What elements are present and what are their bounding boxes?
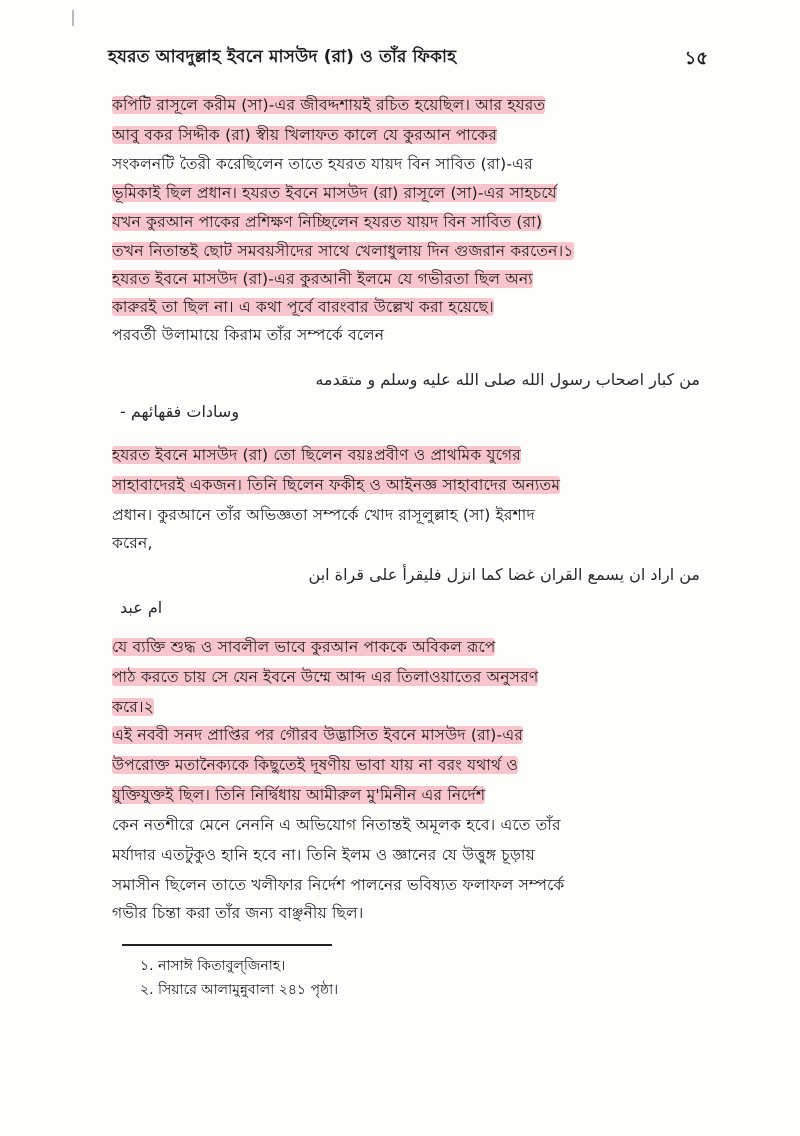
text-line: [112, 120, 702, 150]
text-line: [112, 662, 702, 692]
highlighted-text: কপিটি রাসূলে করীম (সা)-এর জীবদ্দশায়ই রচিত হয়েছিল। আর হযরত: [112, 96, 546, 114]
highlighted-text: করে।২: [112, 698, 155, 716]
text-line: [112, 750, 702, 780]
text-line: [112, 780, 702, 810]
text-line: [112, 692, 702, 722]
text-line: [112, 90, 702, 120]
text-line: সংকলনটি তৈরী করেছিলেন তাতে হযরত যায়দ বিন সাবিত (রা)-এর: [112, 155, 533, 173]
highlighted-text: ভূমিকাই ছিল প্রধান। হযরত ইবনে মাসউদ (রা) রাসূলে (সা)-এর সাহচর্যে: [112, 184, 557, 202]
highlighted-text: যে ব্যক্তি শুদ্ধ ও সাবলীল ভাবে কুরআন পাককে অবিকল রূপে: [112, 638, 496, 656]
highlighted-text: যুক্তিযুক্তই ছিল। তিনি নির্দ্বিধায় আমীরুল মু'মিনীন এর নির্দেশ: [112, 786, 486, 804]
text-line: প্রধান। কুরআনে তাঁর অভিজ্ঞতা সম্পর্কে খোদ রাসূলুল্লাহ (সা) ইরশাদ: [112, 506, 535, 524]
highlighted-text: আবু বকর সিদ্দীক (রা) স্বীয় খিলাফত কালে যে কুরআন পাকের: [112, 126, 498, 144]
highlighted-text: তখন নিতান্তই ছোট সমবয়সীদের সাথে খেলাধুলায় দিন গুজরান করতেন।১: [112, 242, 574, 260]
margin-mark: [72, 10, 74, 26]
text-line: [112, 178, 702, 208]
arabic-quote: من كبار اصحاب رسول الله صلى الله عليه وسلم و متقدمه: [315, 370, 700, 389]
highlighted-text: সাহাবাদেরই একজন। তিনি ছিলেন ফকীহ ও আইনজ্ঞ সাহাবাদের অন্যতম: [112, 476, 561, 494]
text-line: পরবর্তী উলামায়ে কিরাম তাঁর সম্পর্কে বলেন: [112, 326, 385, 344]
running-title: হযরত আবদুল্লাহ ইবনে মাসউদ (রা) ও তাঁর ফিকাহ: [108, 47, 457, 67]
text-line: মর্যাদার এতটুকুও হানি হবে না। তিনি ইলম ও জ্ঞানের যে উত্তুঙ্গ চূড়ায়: [112, 846, 535, 864]
page-header: [108, 44, 708, 74]
text-line: [112, 632, 702, 662]
text-line: [112, 207, 702, 237]
footnote: ১. নাসাঈ কিতাবুল্‌জিনাহ।: [140, 958, 286, 974]
text-line: গভীর চিন্তা করা তাঁর জন্য বাঞ্ছনীয় ছিল।: [112, 904, 364, 922]
text-line: [112, 292, 702, 322]
page-number: ১৫: [684, 48, 708, 69]
footnote: ২. সিয়ারে আলামুন্নুবালা ২৪১ পৃষ্ঠা।: [140, 982, 339, 998]
text-line: [112, 264, 702, 294]
text-line: [112, 720, 702, 750]
highlighted-text: হযরত ইবনে মাসউদ (রা)-এর কুরআনী ইলমে যে গভীরতা ছিল অন্য: [112, 270, 533, 288]
text-line: কেন নতশীরে মেনে নেননি এ অভিযোগ নিতান্তই অমূলক হবে। এতে তাঁর: [112, 816, 561, 834]
arabic-quote: ام عبد: [120, 598, 163, 617]
text-line: [112, 440, 702, 470]
highlighted-text: হযরত ইবনে মাসউদ (রা) তো ছিলেন বয়ঃপ্রবীণ ও প্রাথমিক যুগের: [112, 446, 521, 464]
footnote-divider: [122, 944, 332, 946]
arabic-quote: من اراد ان يسمع القران غضا كما انزل فليقرأ على قراة ابن: [308, 565, 700, 584]
highlighted-text: এই নববী সনদ প্রাপ্তির পর গৌরব উদ্ভাসিত ইবনে মাসউদ (রা)-এর: [112, 726, 524, 744]
arabic-quote: وسادات فقهائهم -: [120, 402, 240, 421]
highlighted-text: পাঠ করতে চায় সে যেন ইবনে উম্মে আব্দ এর তিলাওয়াতের অনুসরণ: [112, 668, 539, 686]
text-line: [112, 470, 702, 500]
highlighted-text: যখন কুরআন পাকের প্রশিক্ষণ নিচ্ছিলেন হযরত যায়দ বিন সাবিত (রা): [112, 213, 543, 231]
text-line: [112, 236, 702, 266]
text-line: করেন,: [112, 534, 153, 552]
text-line: সমাসীন ছিলেন তাতে খলীফার নির্দেশ পালনের ভবিষ্যত ফলাফল সম্পর্কে: [112, 876, 565, 894]
highlighted-text: কারুরই তা ছিল না। এ কথা পূর্বে বারংবার উল্লেখ করা হয়েছে।: [112, 298, 494, 316]
highlighted-text: উপরোক্ত মতানৈক্যকে কিছুতেই দূষণীয় ভাবা যায় না বরং যথার্থ ও: [112, 756, 518, 774]
